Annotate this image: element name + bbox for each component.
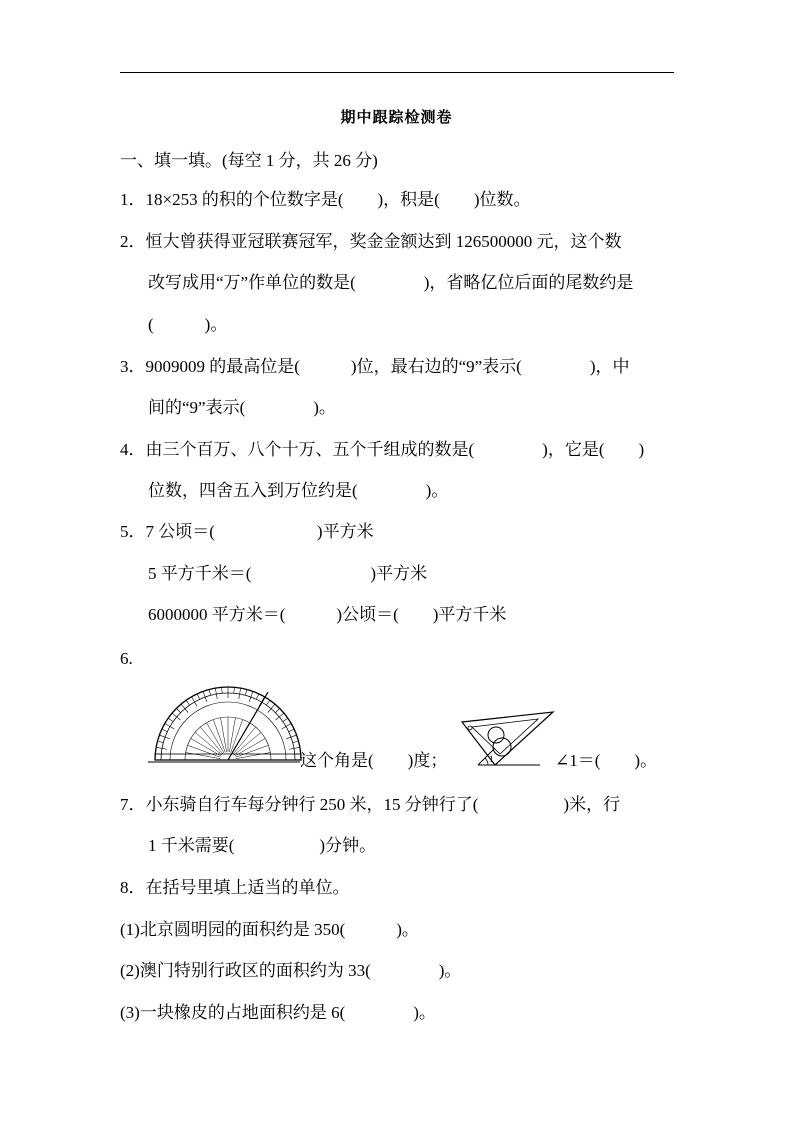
- section-heading: 一、填一填。(每空 1 分，共 26 分): [120, 151, 378, 170]
- triangle-ruler-figure: [462, 712, 553, 765]
- question-7-line-1: 7．小东骑自行车每分钟行 250 米，15 分钟行了( )米，行: [120, 795, 621, 814]
- question-5-line-3: 6000000 平方米＝( )公顷＝( )平方千米: [148, 605, 507, 624]
- question-6-number: 6.: [120, 649, 133, 668]
- question-3-line-2: 间的“9”表示( )。: [148, 398, 336, 417]
- question-5-line-2: 5 平方千米＝( )平方米: [148, 564, 428, 583]
- question-4-line-1: 4．由三个百万、八个十万、五个千组成的数是( )，它是( ): [120, 440, 645, 459]
- angle-1-label: 1: [489, 754, 494, 764]
- question-2-line-1: 2．恒大曾获得亚冠联赛冠军，奖金金额达到 126500000 元，这个数: [120, 232, 622, 251]
- page-title: 期中跟踪检测卷: [340, 108, 453, 126]
- question-7-line-2: 1 千米需要( )分钟。: [148, 836, 377, 855]
- question-1: 1．18×253 的积的个位数字是( )，积是( )位数。: [120, 190, 531, 209]
- question-4-line-2: 位数，四舍五入到万位约是( )。: [148, 481, 449, 500]
- question-6-text-1: 这个角是( )度；: [300, 751, 448, 770]
- question-5-line-1: 5．7 公顷＝( )平方米: [120, 522, 374, 541]
- question-8-heading: 8．在括号里填上适当的单位。: [120, 878, 350, 897]
- question-2-line-2: 改写成用“万”作单位的数是( )，省略亿位后面的尾数约是: [148, 273, 634, 292]
- question-8-item-2: (2)澳门特别行政区的面积约为 33( )。: [120, 961, 462, 980]
- question-8-item-3: (3)一块橡皮的占地面积约是 6( )。: [120, 1003, 436, 1022]
- question-8-item-1: (1)北京圆明园的面积约是 350( )。: [120, 920, 419, 939]
- question-6-text-2: ∠1＝( )。: [555, 751, 658, 770]
- protractor-figure: [148, 687, 301, 762]
- question-3-line-1: 3．9009009 的最高位是( )位，最右边的“9”表示( )，中: [120, 357, 630, 376]
- question-2-line-3: ( )。: [148, 315, 228, 334]
